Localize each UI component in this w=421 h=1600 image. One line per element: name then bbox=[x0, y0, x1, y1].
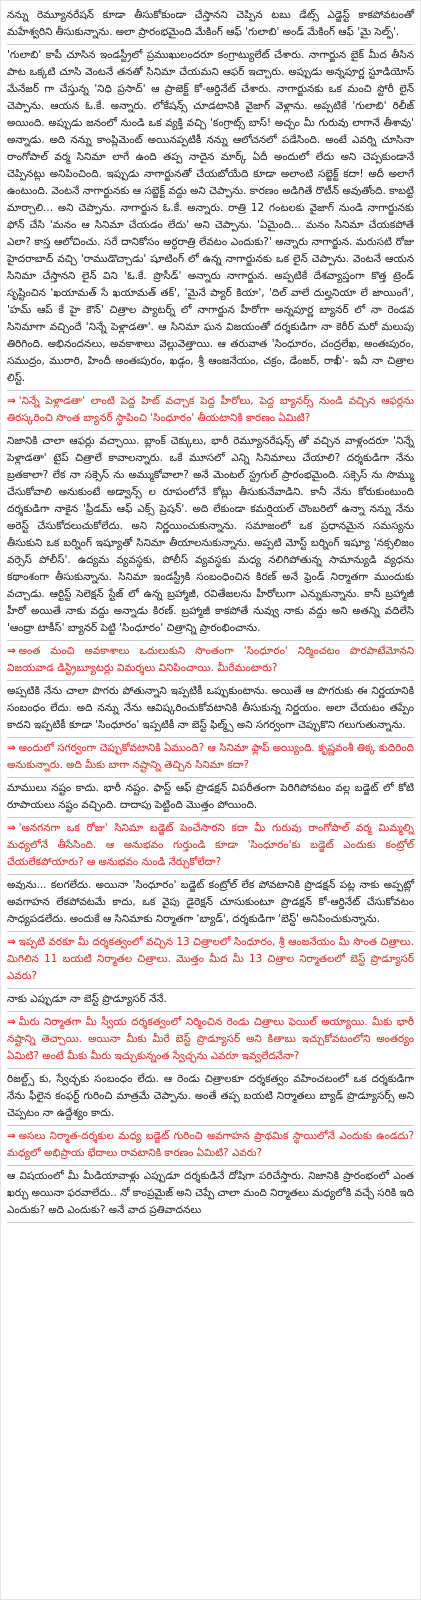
question-arrow-icon: ⇒ bbox=[7, 742, 16, 754]
question-text: మీరు నిర్మాతగా మీ స్వీయ దర్శకత్వంలో నిర్మించిన రెండు చిత్రాలు ఫెయిల్ అయ్యాయి. మీకు భారీ నష్టాన్ని తెచ్చాయి. అయినా మీకు మీరే బెస్ట్ ప్రొడ్యూసర్ అని కితాబు ఇచ్చుకోవటంలోని అంతర్యం ఏమిటి? అంటే మీకు మీరు ఇచ్చుకున్నంత స్వేచ్ఛను ఎవరూ ఇవ్వలేదనేనా? bbox=[7, 1016, 414, 1062]
question-text: 'నిన్నే పెళ్లాడతా' లాంటి పెద్ద హిట్ వచ్చాక పెద్ద హీరోలు, పెద్ద బ్యానర్స్ నుండి వచ్చిన ఆఫర్లను తిరస్కరించి సొంత బ్యానర్ స్థాపించి 'సింధూరం' తీయటానికి కారణం ఏమిటి? bbox=[7, 395, 414, 424]
interview-question bbox=[7, 641, 414, 681]
question-arrow-icon: ⇒ bbox=[7, 936, 16, 948]
article-body bbox=[1, 1, 420, 1223]
question-text: 'అనగనగా ఒక రోజు' సినిమా బడ్జెట్ పెంచేసారని కదా మీ గురువు రాంగోపాల్ వర్మ మిమ్మల్ని మధ్యలోనే తీసేసింది. ఆ అనుభవం గుర్తుండి కూడా 'సింధూరం'కు బడ్జెట్ ఎందుకు కంట్రోల్ చేయలేకపోయారు? ఆ అనుభవం నుండి నేర్చుకోలేదా? bbox=[7, 822, 414, 868]
question-arrow-icon: ⇒ bbox=[7, 645, 16, 657]
interview-answer bbox=[7, 989, 414, 1012]
interview-answer bbox=[7, 431, 414, 641]
answer-text: నాకు ఎప్పుడూ నా బెస్ట్ ప్రొడ్యూసర్ నేనే. bbox=[7, 993, 167, 1005]
question-arrow-icon: ⇒ bbox=[7, 1016, 16, 1028]
question-text: అంత మంచి అవకాశాలు ఒదులుకుని సొంతంగా 'సింధూరం' నిర్మించటం పొరపాటేమోనని విజయవాడ డిస్ట్రిబ్యూటర్లు విమర్శలు వినిపించాయి. మీరేమంటారు? bbox=[7, 645, 414, 674]
interview-answer bbox=[7, 875, 414, 932]
question-arrow-icon: ⇒ bbox=[7, 822, 16, 834]
answer-text: 'గులాబి' కాపీ చూసిన ఇండస్ట్రీలో ప్రముఖులందరూ కంగ్రాట్యులేట్ చేశారు. నాగార్జున బైక్ మీద తీసిన పాట ఒక్కటి చూసి వెంటనే తనతో సినిమా చేయమని ఆఫర్ ఇచ్చారు. అప్పుడు అన్నపూర్ణ స్టూడియోస్ మేనేజర్ గా చేస్తున్న 'నిధి ప్రసాద్' ఆ ప్రాజెక్ట్ కో-ఆర్డినేట్ చేశారు. నాగార్జునకు ఒక మంచి స్టోరీ లైన్ చెప్పాను. ఆయన ఓ.కే. అన్నారు. లోకేషన్స్ చూడటానికి వైజాగ్ వెళ్లాను. అప్పటికే 'గులాబి' రిలీజ్ అయింది. అప్పుడు జనంలో నుండి ఒక వ్యక్తి వచ్చి 'కంగ్రాట్స్ బాస్! అచ్చం మీ గురువు లాగానే తీశావు' అన్నాడు. అది నన్ను కాంప్లిమెంట్ అయినప్పటికీ నన్ను ఆలోచనలో పడేసింది. అంటే ఎవర్ని చూసినా రాంగోపాల్ వర్మ సినిమా లాగే ఉంది తప్ప నాదైన మార్క్ ఏదీ అందులో లేదు అని చెప్పకుండానే చెప్పినట్లు అనిపించింది. ఇప్పుడు నాగార్జునతో చేయబోయేది కూడా అలాంటి సబ్జెక్ట్ కదా! అదీ అలాగే ఉంటుంది. వెంటనే నాగార్జునకు ఆ సబ్జెక్ట్ వద్దు అని చెప్పాను. కారణం అడిగితే రొటీన్ అవుతోంది. కాబట్టి మార్చాలి... అని చెప్పాను. నాగార్జున ఓ.కే. అన్నారు. రాత్రి 12 గంటలకు వైజాగ్ నుండి నాగార్జునకు ఫోన్ చేసి 'మనం ఆ సినిమా చేయడం లేదు' అని చెప్పాను. 'ఏమైంది... మనం సినిమా చేయకపోతే ఎలా? కాస్త ఆలోచించు. సరే దానికోసం అర్ధరాత్రి లేవటం ఎందుకు?' అన్నారు నాగార్జున. మరుసటి రోజు హైదరాబాద్ వచ్చి 'రాముడొచ్చాడు' షూటింగ్ లో ఉన్న నాగార్జునకు ఒక లైన్ చెప్పాను. వెంటనే ఆయన సినిమా చేస్తానని లైన్ విని 'ఓ.కే. ప్రొసీడ్' అన్నారు నాగార్జున. అప్పటికే దేశవ్యాప్తంగా కొత్త ట్రెండ్ సృష్టించిన 'ఖయామత్ సే ఖయామత్ తక్', 'మైనే ప్యార్ కియా', 'దిల్ వాలే దుల్హనియా లే జాయింగే', 'హమ్ ఆప్ కే హై కౌన్' చిత్రాల ప్యాటర్న్ లో నాగార్జున హీరోగా అన్నపూర్ణ బ్యానర్ లో నా రెండవ సినిమాగా వచ్చిందే 'నిన్నే పెళ్లాడతా'. ఆ సినిమా ఘన విజయంతో దర్శకుడిగా నా కెరీర్ మరో మలుపు తిరిగింది. అభినందనలు, అవకాశాలు వెల్లువెత్తాయి. ఆ తరువాత 'సింధూరం, చంద్రలేఖ, అంతఃపురం, సముద్రం, మురారి, హిందీ అంతఃపురం, ఖడ్గం, శ్రీ ఆంజనేయం, చక్రం, డేంజర్, రాఖీ'- ఇవీ నా చిత్రాల లిస్ట్. bbox=[7, 49, 414, 384]
answer-text: నన్ను రెమ్యూనరేషన్ కూడా తీసుకోకుండా చేస్తానని చెప్పిన టబు డేట్స్ ఎడ్జెస్ట్ కాకపోవటంతో మహేశ్వరిని తీసుకున్నాను. అలా ప్రారంభమైంది మేకింగ్ ఆఫ్ 'గులాబి' అండ్ మేకింగ్ ఆఫ్ 'మై సెల్ఫ్'. bbox=[7, 9, 414, 38]
interview-question bbox=[7, 818, 414, 875]
interview-question bbox=[7, 1012, 414, 1069]
answer-text: అవును... కలగలేదు. అయినా 'సింధూరం' బడ్జెట్ కంట్రోల్ లేక పోవటానికి ప్రొడక్షన్ పట్ల నాకు అప్పట్లో అవగాహన లేకపోవటమే కాదు, ఒక వైపు డైరెక్షన్ చూసుకుంటూ ప్రొడక్షన్ కో-ఆర్డినేట్ చేసుకోవటం సాధ్యపడలేదు. అందుకే ఆ సినిమాకు నిర్మాతగా 'బ్యాడ్', దర్శకుడిగా 'బెస్ట్' అనిపించుకున్నాను. bbox=[7, 879, 414, 925]
answer-text: మాములు నష్టం కాదు. భారీ నష్టం. ఫాస్ట్ ఆఫ్ ప్రొడక్షన్ విపరీతంగా పెరిగిపోవటం వల్ల బడ్జెట్ లో కోటి రూపాయలు నష్టం వచ్చింది. దాదాపు పెట్టింది మొత్తం పోయింది. bbox=[7, 782, 414, 811]
question-text: ఇప్పటి వరకూ మీ దర్శకత్వంలో వచ్చిన 13 చిత్రాలలో సింధూరం, శ్రీ ఆంజనేయం మీ సొంత చిత్రాలు. మిగిలిన 11 బయటి నిర్మాతల చిత్రాలు. మొత్తం మీద మీ 13 చిత్రాల నిర్మాతలలో బెస్ట్ ప్రొడ్యూసర్ ఎవరు? bbox=[7, 936, 414, 982]
answer-text: నిజానికి చాలా ఆఫర్లు వచ్చాయి. బ్లాంక్ చెక్కులు, భారీ రెమ్యూనరేషన్స్ తో వచ్చిన వాళ్లందరూ 'నిన్నే పెళ్లాడతా' టైప్ చిత్రాలే కావాలన్నారు. ఒకే మూసలో ఎన్ని సినిమాలు చేయాలి? దర్శకుడిగా నేను బ్రతకాలా? లేక నా సక్సెస్ ను అమ్ముకోవాలా? అనే మెంటల్ స్ట్రగుల్ ప్రారంభమైంది. సక్సెస్ ను సొమ్ము చేసుకోవాలి అనుకుంటే అడ్వాన్స్ ల రూపంలోనే కోట్లు తీసుకునేవాడిని. కానీ నేను కోరుకుంటుంది దర్శకుడిగా నాకైన 'ఫ్రీడమ్ ఆఫ్ ఎక్స్ ప్రెషన్'. అది లేకుండా కమర్షియల్ చొంబరిలో ఉన్నా నన్ను నేను అరెస్ట్ చేసుకోదలుచుకోలేదు. అని నిర్ణయించుకున్నాను. సమాజంలో ఒక ప్రధానమైన సమస్యను తీసుకుని ఒక బర్నింగ్ ఇష్యూతో సినిమా తీయాలనుకున్నాను. అప్పటి మోస్ట్ బర్నింగ్ ఇష్యూ 'నక్సలిజం వర్సెస్ పోలీస్'. ఉద్యమ వ్యవస్థకు, పోలీస్ వ్యవస్థకు మధ్య నలిగిపోతున్న సామాన్యుడి వ్యధను కథాంశంగా తీసుకున్నాను. సినిమా ఇండస్ట్రీకి సంబంధించిన కిరణ్ అనే ఫ్రెండ్ నిర్మాతగా ముందుకు వచ్చాడు. ఆర్టిస్ట్ సెలెక్షన్ స్టేజ్ లో ఉన్న బ్రహ్మాజీ, రవితేజలను హీరోలుగా ఎన్నుకున్నాను. కానీ బ్రహ్మాజీ హీరో అయితే నాకు వద్దు అన్నాడు కిరణ్. బ్రహ్మాజీ కాకపోతే నువ్వు నాకు వద్దు అని అతన్ని వదిలేసి 'ఆంధ్రా టాకీస్' బ్యానర్ పెట్టి 'సింధూరం' చిత్రాన్ని ప్రారంభించాను. bbox=[7, 435, 414, 634]
question-text: అందులో సగర్వంగా చెప్పుకోవటానికి ఏముంది? ఆ సినిమా ఫ్లాప్ అయ్యింది. కృష్ణవంశీ తిక్క కుదిరింది అనుకున్నారు. అది మీకు బాగా నష్టాన్ని తెచ్చిన సినిమా కదా? bbox=[7, 742, 414, 771]
answer-text: అప్పటికి నేను చాలా పొగరు పోతున్నాని ఇప్పటికీ ఒప్పుకుంటాను. అయితే ఆ పొగరుకు ఈ నిర్ణయానికి సంబంధం లేదు. అది నన్ను నేను ఆవిష్కరించుకోవటానికి తీసుకున్న నిర్ణయం. అలా చేయటం తప్పేం కాదని ఇప్పటికీ కూడా 'సింధూరం' ఇప్పటికీ నా బెస్ట్ ఫిల్మ్స్ అని సగర్వంగా చెప్పుకొని గలుగుతున్నాను. bbox=[7, 685, 414, 731]
answer-text: రిజల్ట్స్ కు, స్వేచ్ఛకు సంబంధం లేదు. ఆ రెండు చిత్రాలకూ దర్శకత్వం వహించటంలో ఒక దర్శకుడిగా నేను ఫీలైన కంఫర్ట్ గురించి మాత్రమే చెప్పాను. అంతే తప్ప బయటి నిర్మాతలు బ్యాడ్ ప్రొడ్యూసర్స్ అని చెప్పటం నా ఉద్దేశ్యం కాదు. bbox=[7, 1073, 414, 1119]
interview-answer bbox=[7, 1069, 414, 1126]
interview-question bbox=[7, 738, 414, 778]
interview-answer bbox=[7, 1166, 414, 1223]
interview-question bbox=[7, 1126, 414, 1166]
question-arrow-icon: ⇒ bbox=[7, 395, 16, 407]
interview-answer bbox=[7, 5, 414, 45]
interview-answer bbox=[7, 778, 414, 818]
question-text: అసలు నిర్మాత-దర్శకుల మధ్య బడ్జెట్ గురించి అవగాహన ప్రాథమిక స్థాయిలోనే ఎందుకు ఉండదు? మధ్యలో అభిప్రాయ భేదాలు రావటానికి కారణం ఏమిటి? ఎవరు? bbox=[7, 1130, 414, 1159]
interview-answer bbox=[7, 45, 414, 391]
interview-question bbox=[7, 932, 414, 989]
interview-answer bbox=[7, 681, 414, 738]
answer-text: ఆ విషయంలో మీ మీడియావాళ్లు ఎప్పుడూ దర్శకుడినే దోషిగా పరిచేస్తారు. నిజానికి ప్రారంభంలో ఎంత ఖర్చు అయినా ఫరవాలేదు.. నో కాంప్రమైజ్ అని చెప్పే చాలా మంది నిర్మాతలు మధ్యలోకి వచ్చే సరికి ఇది ఎందుకు? అది ఎందుకు? అనే వాద ప్రతివాదనలు bbox=[7, 1170, 414, 1216]
interview-question bbox=[7, 391, 414, 431]
question-arrow-icon: ⇒ bbox=[7, 1130, 16, 1142]
